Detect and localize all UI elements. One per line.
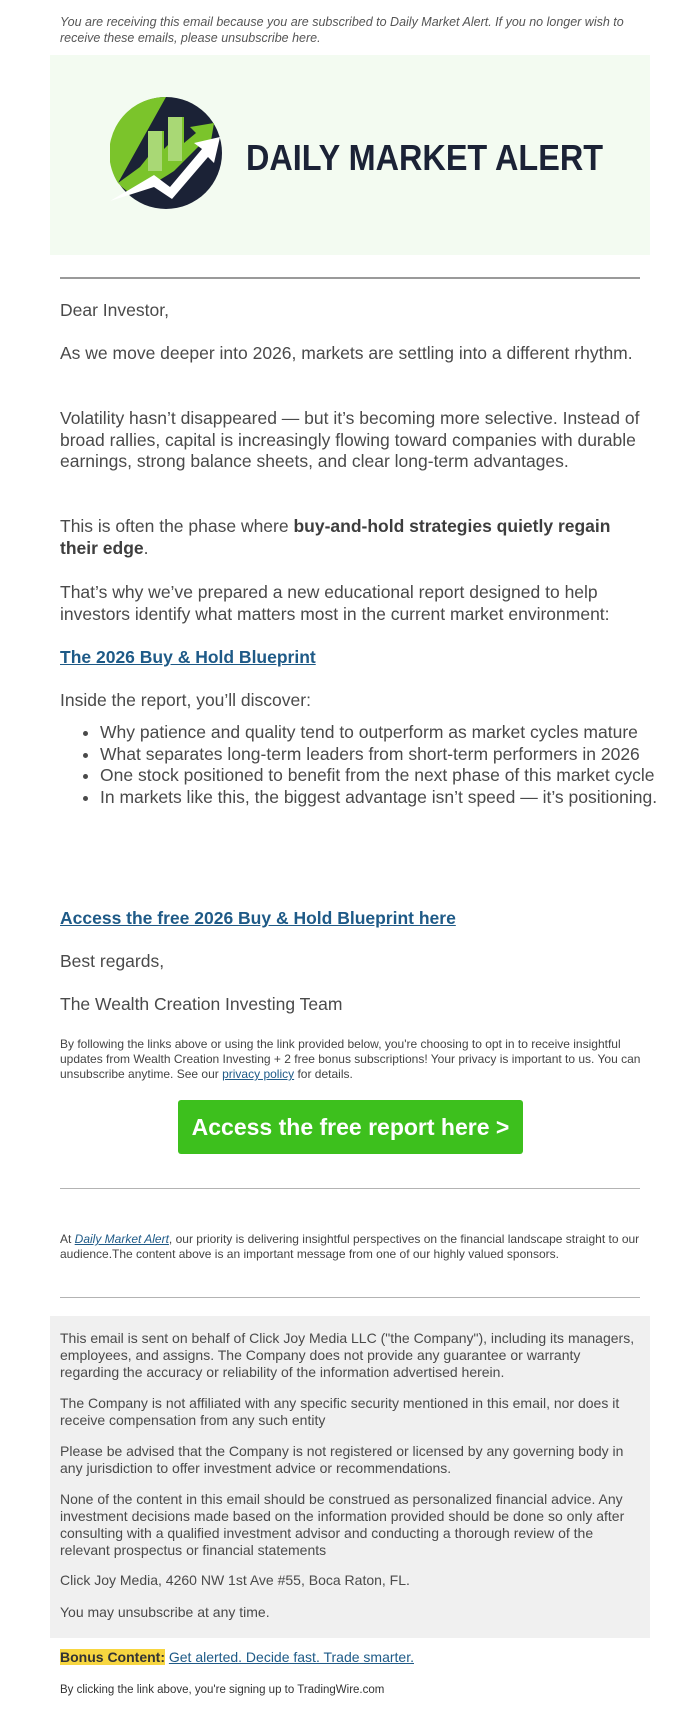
disclaimer-paragraph: This email is sent on behalf of Click Joy Media LLC ("the Company"), including its managers, employees, and assigns. The Company does not provide any guarantee or warranty regarding the accuracy or reliability of the information advertised herein. [60, 1330, 635, 1380]
signature: The Wealth Creation Investing Team [60, 994, 343, 1014]
sponsor-note [60, 1232, 645, 1262]
paragraph-phase-bold: buy-and-hold strategies quietly regain their edge [60, 516, 611, 558]
header-banner [50, 55, 650, 255]
optin-text-before: By following the links above or using the link provided below, you're choosing to opt in to receive insightful updates from Wealth Creation Investing + 2 free bonus subscriptions! Your privacy is important to us. You can unsubscribe anytime. See our [60, 1037, 641, 1081]
list-item: • In markets like this, the biggest advantage isn’t speed — it’s positioning. [100, 787, 685, 809]
sponsor-note-prefix: At [60, 1232, 75, 1246]
paragraph-phase-suffix: . [143, 537, 149, 558]
optin-notice [60, 1037, 645, 1082]
logo-icon [110, 97, 230, 217]
disclaimer-address: Click Joy Media, 4260 NW 1st Ave #55, Boca Raton, FL. [60, 1572, 410, 1588]
list-item: • Why patience and quality tend to outperform as market cycles mature [100, 722, 685, 744]
disclaimer-paragraph: The Company is not affiliated with any specific security mentioned in this email, nor does it receive compensation from any such entity [60, 1395, 620, 1428]
paragraph-phase [60, 516, 645, 559]
divider [60, 277, 640, 279]
access-blueprint-link[interactable]: Access the free 2026 Buy & Hold Blueprint here [60, 908, 456, 928]
disclaimer-paragraph: Please be advised that the Company is not registered or licensed by any governing body in any jurisdiction to offer investment advice or recommendations. [60, 1443, 624, 1476]
paragraph-volatility: Volatility hasn’t disappeared — but it’s becoming more selective. Instead of broad rallies, capital is increasingly flowing toward companies with durable earnings, strong balance sheets, and clear long-term advantages. [60, 408, 640, 471]
bonus-content [60, 1649, 414, 1665]
bonus-link[interactable]: Get alerted. Decide fast. Trade smarter. [168, 1649, 414, 1665]
list-item: • What separates long-term leaders from short-term performers in 2026 [100, 744, 685, 766]
paragraph-report: That’s why we’ve prepared a new educational report designed to help investors identify what matters most in the current market environment: [60, 582, 610, 624]
report-link[interactable]: The 2026 Buy & Hold Blueprint [60, 647, 316, 667]
brand-wordmark: DAILY MARKET ALERT [246, 137, 604, 178]
divider [60, 1188, 640, 1189]
disclaimer-paragraph: None of the content in this email should be construed as personalized financial advice. Any investment decisions made based on the information provided should be done so only after consulting with a qualified investment advisor and conducting a thorough review of the relevant prospectus or financial statements [60, 1491, 625, 1558]
optin-text-after: for details. [294, 1067, 353, 1081]
access-report-button[interactable]: Access the free report here > [178, 1100, 523, 1154]
regards: Best regards, [60, 951, 165, 971]
paragraph-intro: As we move deeper into 2026, markets are settling into a different rhythm. [60, 343, 633, 363]
list-item: • One stock positioned to benefit from the next phase of this market cycle [100, 765, 685, 787]
preheader-text: You are receiving this email because you are subscribed to Daily Market Alert. If you no longer wish to receive these emails, please unsubscribe here. [60, 15, 624, 45]
paragraph-phase-prefix: This is often the phase where [60, 516, 294, 536]
bonus-label: Bonus Content: [60, 1649, 165, 1665]
divider [60, 1297, 640, 1298]
daily-market-alert-link[interactable]: Daily Market Alert [74, 1232, 169, 1246]
signup-footnote: By clicking the link above, you're signing up to TradingWire.com [60, 1684, 385, 1696]
discover-list [60, 722, 685, 808]
disclaimer-unsubscribe: You may unsubscribe at any time. [60, 1604, 270, 1620]
inside-intro: Inside the report, you’ll discover: [60, 690, 311, 710]
sponsor-note-suffix: , our priority is delivering insightful perspectives on the financial landscape straight to our audience.The content above is an important message from one of our highly valued sponsors. [60, 1232, 640, 1261]
greeting: Dear Investor, [60, 300, 169, 320]
privacy-policy-link[interactable]: privacy policy [222, 1067, 295, 1081]
